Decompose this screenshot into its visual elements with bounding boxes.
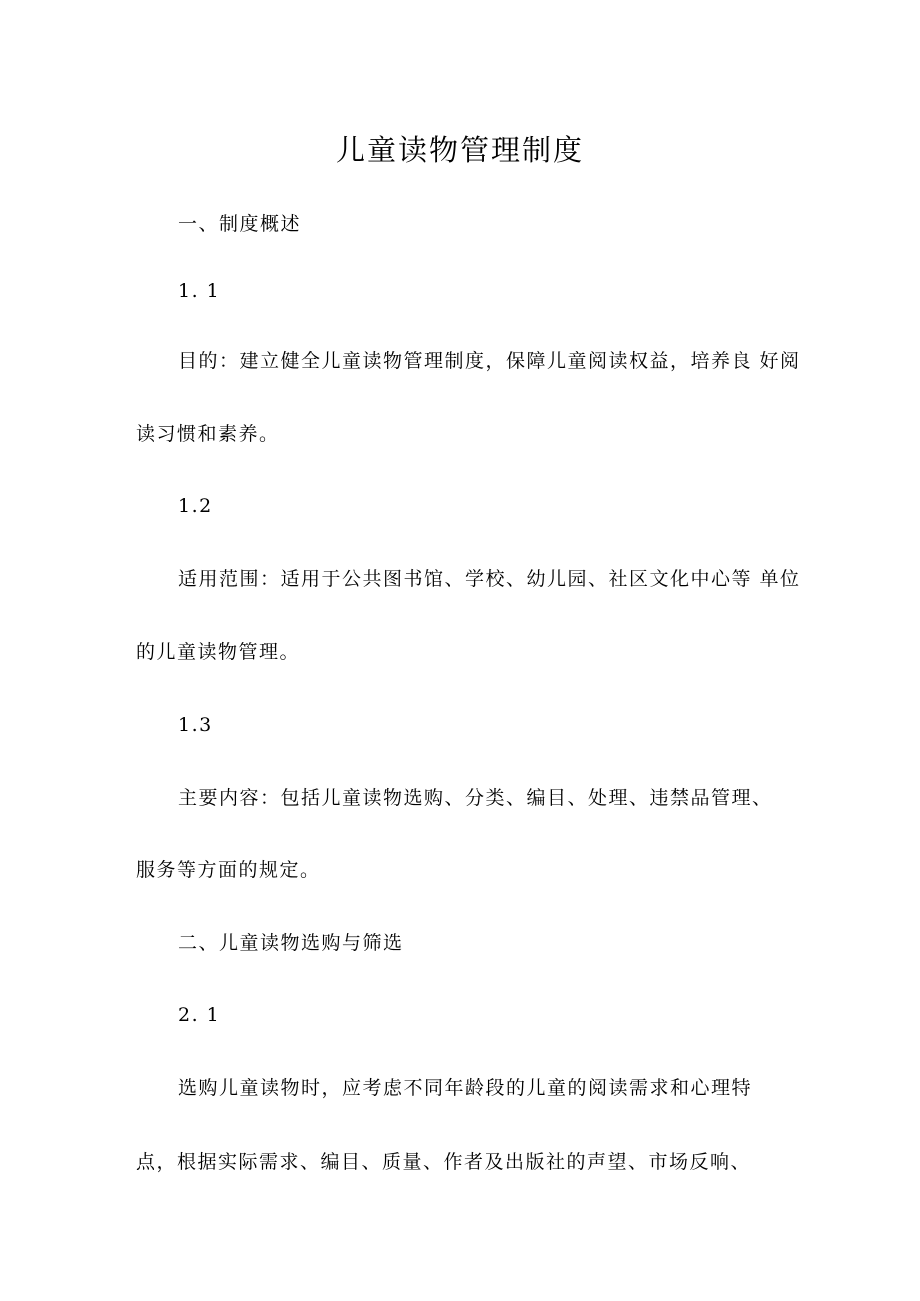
- paragraph-line: 选购儿童读物时，应考虑不同年龄段的儿童的阅读需求和心理特: [178, 1077, 753, 1099]
- paragraph-line: 适用范围：适用于公共图书馆、学校、幼儿园、社区文化中心等 单位: [178, 568, 801, 590]
- paragraph-line: 点，根据实际需求、编目、质量、作者及出版社的声望、市场反响、: [136, 1151, 752, 1173]
- clause-number: 1.2: [178, 495, 213, 517]
- clause-number: 1. 1: [178, 280, 221, 302]
- clause-number: 2. 1: [178, 1004, 221, 1026]
- paragraph-line: 服务等方面的规定。: [136, 859, 321, 881]
- paragraph-line: 的儿童读物管理。: [136, 641, 301, 663]
- paragraph-line: 主要内容：包括儿童读物选购、分类、编目、处理、违禁品管理、: [178, 787, 773, 809]
- section-heading: 二、儿童读物选购与筛选: [178, 932, 404, 954]
- document-title: 儿童读物管理制度: [335, 133, 584, 167]
- section-heading: 一、制度概述: [178, 213, 302, 235]
- paragraph-line: 目的：建立健全儿童读物管理制度，保障儿童阅读权益，培养良 好阅: [178, 350, 801, 372]
- paragraph-line: 读习惯和素养。: [136, 423, 280, 445]
- clause-number: 1.3: [178, 714, 213, 736]
